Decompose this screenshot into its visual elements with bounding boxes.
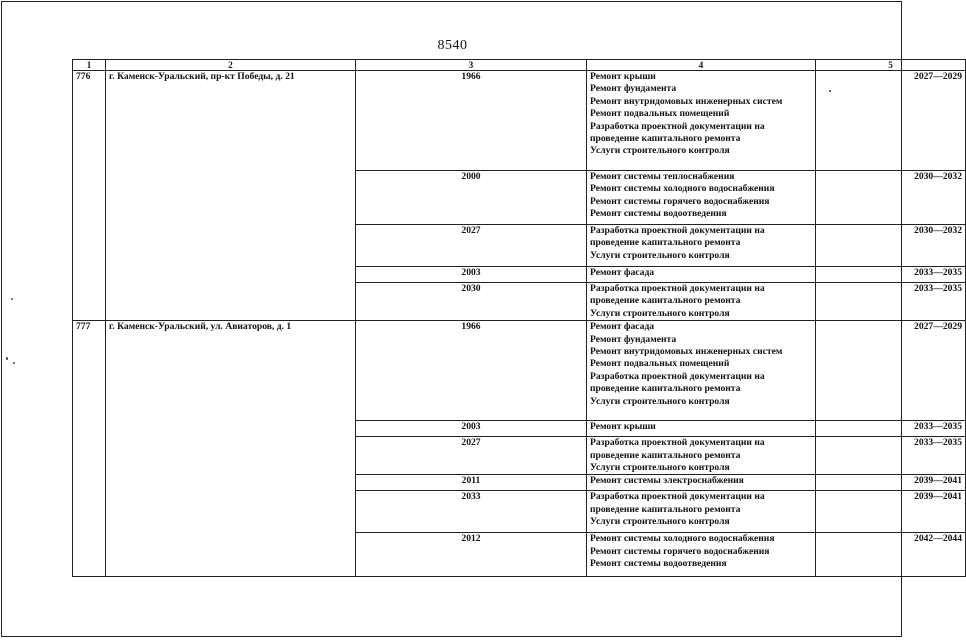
work-item: Разработка проектной документации на bbox=[590, 120, 765, 132]
page-number: 8540 bbox=[437, 38, 468, 53]
work-item: Услуги строительного контроля bbox=[590, 307, 730, 319]
work-item: Разработка проектной документации на bbox=[590, 491, 765, 503]
column-header: 5 bbox=[816, 60, 966, 71]
work-item: Ремонт подвальных помещений bbox=[590, 358, 730, 370]
period-cell: 2033—2035 bbox=[816, 267, 966, 283]
works-cell bbox=[587, 533, 816, 577]
period-cell: 2039—2041 bbox=[816, 475, 966, 491]
year-cell: 2012 bbox=[356, 533, 587, 577]
work-item: Услуги строительного контроля bbox=[590, 462, 730, 474]
entry-number: 777 bbox=[73, 321, 106, 577]
work-item: Услуги строительного контроля bbox=[590, 249, 730, 261]
work-item: Ремонт фасада bbox=[590, 267, 655, 278]
works-cell bbox=[587, 267, 816, 283]
work-item: проведение капитального ремонта bbox=[590, 295, 741, 307]
work-item: проведение капитального ремонта bbox=[590, 237, 741, 249]
period-cell: 2027—2029 bbox=[816, 71, 966, 171]
work-item: проведение капитального ремонта bbox=[590, 133, 741, 145]
period-cell: 2042—2044 bbox=[816, 533, 966, 577]
table-row bbox=[73, 321, 966, 421]
work-item: Ремонт крыши bbox=[590, 421, 656, 433]
works-cell bbox=[587, 71, 816, 171]
work-item: Ремонт системы электроснабжения bbox=[590, 475, 744, 487]
period-cell: 2027—2029 bbox=[816, 321, 966, 421]
work-item: Ремонт фундамента bbox=[590, 333, 677, 345]
work-item: Ремонт фасада bbox=[590, 321, 655, 333]
column-header: 3 bbox=[356, 60, 587, 71]
year-cell: 2030 bbox=[356, 283, 587, 321]
period-cell: 2030—2032 bbox=[816, 225, 966, 267]
work-item: Ремонт подвальных помещений bbox=[590, 108, 730, 120]
entry-number: 776 bbox=[73, 71, 106, 321]
work-item: Разработка проектной документации на bbox=[590, 437, 765, 449]
work-item: Услуги строительного контроля bbox=[590, 516, 730, 528]
building-address: г. Каменск-Уральский, ул. Авиаторов, д. 1 bbox=[106, 321, 356, 577]
year-cell: 2033 bbox=[356, 491, 587, 533]
work-item: Ремонт системы водоотведения bbox=[590, 208, 727, 220]
work-item: Ремонт системы холодного водоснабжения bbox=[590, 533, 775, 545]
works-cell bbox=[587, 171, 816, 225]
column-header: 2 bbox=[106, 60, 356, 71]
work-item: Ремонт системы водоотведения bbox=[590, 558, 727, 570]
work-item: Разработка проектной документации на bbox=[590, 283, 765, 294]
period-cell: 2039—2041 bbox=[816, 491, 966, 533]
column-header: 1 bbox=[73, 60, 106, 71]
work-item: Ремонт системы горячего водоснабжения bbox=[590, 545, 770, 557]
works-cell bbox=[587, 321, 816, 421]
year-cell: 2003 bbox=[356, 421, 587, 437]
works-cell bbox=[587, 421, 816, 437]
year-cell: 2003 bbox=[356, 267, 587, 283]
work-item: Ремонт системы холодного водоснабжения bbox=[590, 183, 775, 195]
work-item: проведение капитального ремонта bbox=[590, 383, 741, 395]
work-item: Ремонт фундамента bbox=[590, 83, 677, 95]
works-cell bbox=[587, 491, 816, 533]
work-item: Разработка проектной документации на bbox=[590, 225, 765, 236]
work-item: проведение капитального ремонта bbox=[590, 503, 741, 515]
work-item: Услуги строительного контроля bbox=[590, 395, 730, 407]
work-item: Ремонт внутридомовых инженерных систем bbox=[590, 346, 783, 358]
column-number-row bbox=[73, 60, 966, 71]
scan-speck bbox=[6, 357, 8, 360]
period-cell: 2033—2035 bbox=[816, 283, 966, 321]
year-cell: 1966 bbox=[356, 71, 587, 171]
period-cell: 2030—2032 bbox=[816, 171, 966, 225]
year-cell: 2000 bbox=[356, 171, 587, 225]
works-cell bbox=[587, 283, 816, 321]
scan-mark bbox=[829, 90, 831, 92]
scan-speck bbox=[13, 362, 15, 364]
table-row bbox=[73, 71, 966, 171]
work-item: Услуги строительного контроля bbox=[590, 145, 730, 157]
work-item: Ремонт крыши bbox=[590, 71, 656, 82]
period-cell: 2033—2035 bbox=[816, 437, 966, 475]
work-item: Разработка проектной документации на bbox=[590, 370, 765, 382]
work-item: Ремонт системы теплоснабжения bbox=[590, 171, 735, 182]
period-cell: 2033—2035 bbox=[816, 421, 966, 437]
work-item: Ремонт системы горячего водоснабжения bbox=[590, 195, 770, 207]
works-cell bbox=[587, 437, 816, 475]
repair-schedule-table bbox=[72, 59, 966, 577]
year-cell: 1966 bbox=[356, 321, 587, 421]
works-cell bbox=[587, 225, 816, 267]
work-item: проведение капитального ремонта bbox=[590, 449, 741, 461]
year-cell: 2027 bbox=[356, 437, 587, 475]
scan-speck bbox=[11, 298, 13, 300]
work-item: Ремонт внутридомовых инженерных систем bbox=[590, 95, 783, 107]
building-address: г. Каменск-Уральский, пр-кт Победы, д. 21 bbox=[106, 71, 356, 321]
column-header: 4 bbox=[587, 60, 816, 71]
works-cell bbox=[587, 475, 816, 491]
year-cell: 2027 bbox=[356, 225, 587, 267]
year-cell: 2011 bbox=[356, 475, 587, 491]
